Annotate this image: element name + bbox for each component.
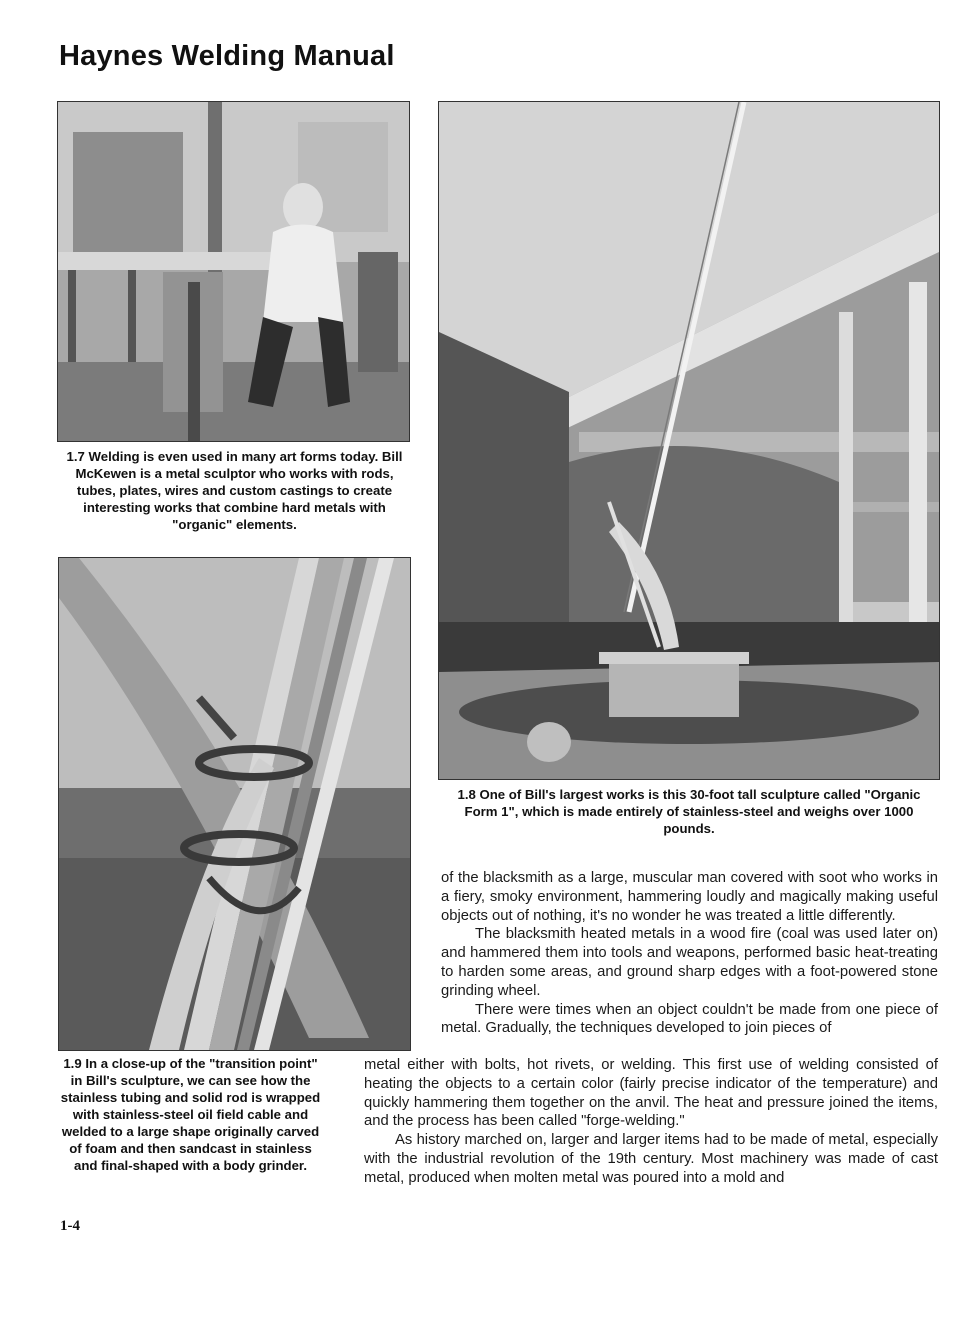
page-title: Haynes Welding Manual <box>59 40 395 72</box>
body-paragraph: There were times when an object couldn't be made from one piece of metal. Gradually, the techniques developed to join pieces of <box>441 1001 938 1037</box>
body-paragraph: metal either with bolts, hot rivets, or welding. This first use of welding consisted of heating the objects to a certain color (fairly precise indicator of the temperature) and quickly hammering them together on the anvil. The heat and pressure joined the items, and the process has been called "forge-welding." <box>364 1057 938 1130</box>
figure-1-8-caption: 1.8 One of Bill's largest works is this 30-foot tall sculpture called "Organic Form 1", which is made entirely of stainless-steel and weighs over 1000 pounds. <box>457 787 921 836</box>
figure-1-8-photo <box>438 101 940 780</box>
page-number: 1-4 <box>60 1218 80 1234</box>
body-paragraph: of the blacksmith as a large, muscular man covered with soot who works in a fiery, smoky environment, hammering loudly and magically making useful objects out of nothing, it's no wonder he was treated a little differently. <box>441 870 938 924</box>
figure-1-9-photo <box>58 557 411 1051</box>
figure-1-7-photo <box>57 101 410 442</box>
body-column-lower <box>364 1056 938 1188</box>
figure-1-9-caption: 1.9 In a close-up of the "transition point" in Bill's sculpture, we can see how the stainless tubing and solid rod is wrapped with stainless-steel oil field cable and welded to a large shape originally carved of foam and then sandcast in stainless and final-shaped with a body grinder. <box>60 1056 321 1173</box>
body-paragraph: The blacksmith heated metals in a wood fire (coal was used later on) and hammered them into tools and weapons, performed basic heat-treating to harden some areas, and ground sharp edges with a foot-powered stone grinding wheel. <box>441 926 938 999</box>
body-column-right <box>441 869 938 1038</box>
body-paragraph: As history marched on, larger and larger items had to be made of metal, especially with the industrial revolution of the 19th century. Most machinery was made of cast metal, produced when molten metal was poured into a mold and <box>364 1132 938 1186</box>
figure-1-7-caption: 1.7 Welding is even used in many art forms today. Bill McKewen is a metal sculptor who works with rods, tubes, plates, wires and custom castings to create interesting works that combine hard metals with "organic" elements. <box>66 449 403 532</box>
